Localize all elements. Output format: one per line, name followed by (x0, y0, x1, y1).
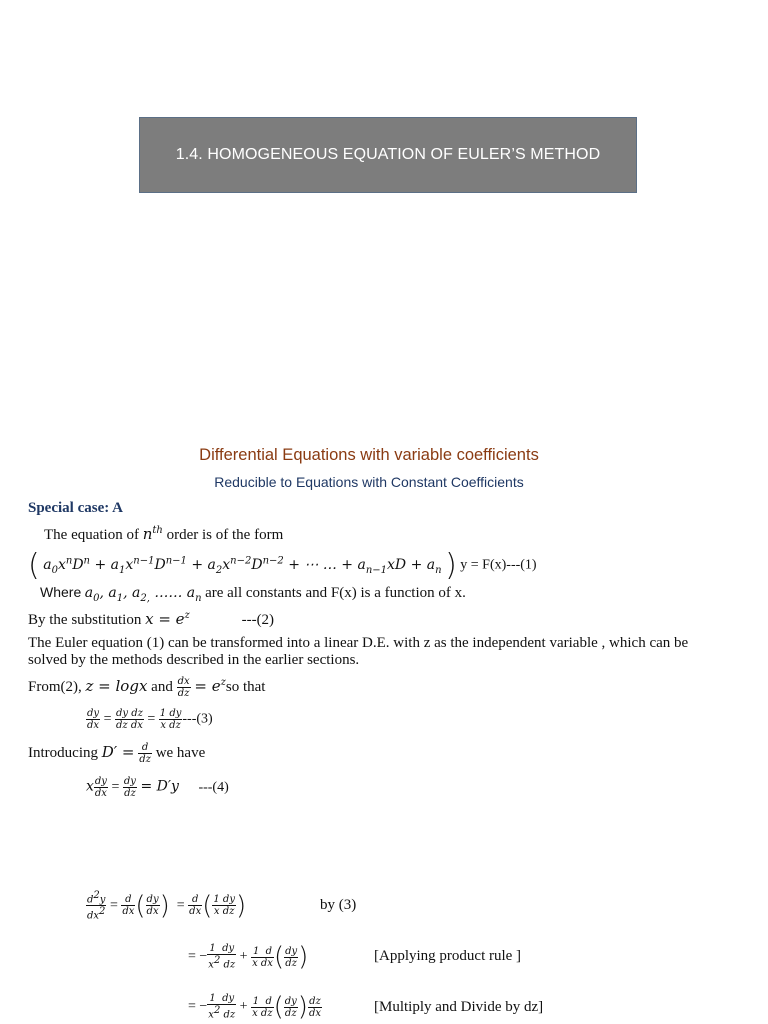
equation-1-label: y = F(x)---(1) (460, 557, 537, 573)
special-case-label: Special case: A (28, 500, 123, 516)
explanation-paragraph: The Euler equation (1) can be transformed into a linear D.E. with z as the independent variable , which can be solved by the methods described in the earlier sections. (28, 635, 689, 668)
from2-line: From(2), z = logx and $\frac{dx}{dz}$ = $e^zso$ that (28, 676, 266, 699)
equation-4-label: ---(4) (198, 779, 229, 795)
where-line: Where $a_0$, $a_1$, $a_{2,}$ …… $a_n$ are all constants and F(x) is a function of x. (40, 584, 466, 604)
introducing-line: Introducing D′ = $\frac{d}{dz}$ we have (28, 742, 206, 765)
intro-text-before: The equation of (44, 527, 139, 543)
substitution-label: ---(2) (241, 612, 275, 628)
from2-mid: and (151, 678, 173, 695)
where-rest: are all constants and F(x) is a function of x. (205, 585, 466, 601)
equation-6: = − $\frac{1 dy}{x^2 dz}$ + $\frac{1 d}{\text{x dx}}$ ( $\frac{dy}{dz}$ ) (188, 942, 309, 972)
section-title: 1.4. HOMOGENEOUS EQUATION OF EULER’S METHOD (175, 146, 601, 163)
intro-text-after: order is of the form (166, 527, 284, 543)
equation-5-note: by (3) (320, 897, 357, 913)
substitution-text: By the substitution (28, 612, 142, 628)
equation-5: $\frac{d^2y}{dx^2}$ = $\frac{d}{dx}$ ( $\frac{dy}{dx}$ ) = $\frac{d}{dx}$ ( $\frac{1 dy}{\text{x dz}}$ ) (87, 890, 247, 922)
equation-7: = − $\frac{1 dy}{x^2 dz}$ + $\frac{1 d}{\text{x dz}}$ ( $\frac{dy}{dz}$ ) $\frac{dz}{dx}$ (188, 992, 321, 1022)
where-word: Where (40, 584, 82, 600)
intro-line (44, 525, 283, 544)
substitution-line: By the substitution $x = e^z$ ---(2) (28, 610, 275, 628)
equation-3: $\frac{dy}{dx}$ = $\frac{\text{dy dz}}{\text{dz dx}}$ = $\frac{1 dy}{\text{x dz}}$ ---(3) (87, 708, 213, 731)
introducing-prefix: Introducing (28, 744, 98, 761)
equation-7-note: [Multiply and Divide by dz] (374, 999, 544, 1015)
equation-6-note: [Applying product rule ] (374, 948, 522, 964)
equation-3-label: ---(3) (182, 711, 213, 727)
section-title-banner (139, 117, 637, 193)
main-heading: Differential Equations with variable coefficients (199, 446, 539, 464)
sub-heading: Reducible to Equations with Constant Coefficients (214, 474, 524, 490)
nth-symbol: $n^{th}$ (142, 525, 163, 543)
equation-4: x $\frac{dy}{dx}$ = $\frac{dy}{dz}$ = D′y ---(4) (86, 776, 229, 799)
from2-suffix: so that (225, 678, 266, 695)
equation-1: ( $a_0x^nD^n + a_1x^{n-1}D^{n-1} + a_2x^{n-2}D^{n-2}$ + ⋯ … + $a_{n-1}xD + a_n$ ) y = F(x)---(1) (28, 548, 537, 583)
from2-prefix: From(2), (28, 678, 82, 695)
introducing-suffix: we have (155, 744, 206, 761)
